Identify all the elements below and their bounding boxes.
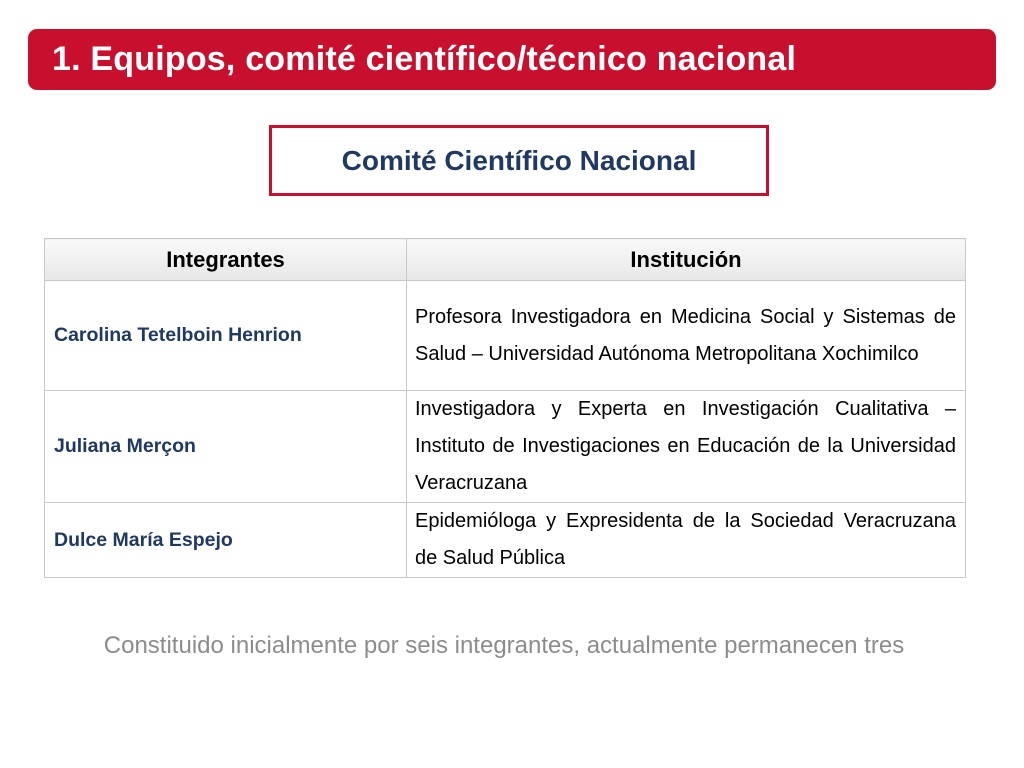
- table-header-row: [45, 239, 966, 281]
- members-table: [44, 238, 966, 578]
- member-name: Carolina Tetelboin Henrion: [45, 281, 407, 391]
- section-subtitle: Comité Científico Nacional: [341, 144, 697, 176]
- member-institution: Profesora Investigadora en Medicina Social y Sistemas de Salud – Universidad Autónoma Metropolitana Xochimilco: [407, 281, 966, 391]
- page-title: 1. Equipos, comité científico/técnico nacional: [52, 40, 797, 78]
- column-header-integrantes: Integrantes: [45, 239, 407, 281]
- member-name: Juliana Merçon: [45, 391, 407, 503]
- member-institution: Epidemióloga y Expresidenta de la Sociedad Veracruzana de Salud Pública: [407, 503, 966, 578]
- title-banner: [28, 29, 996, 90]
- table-row: [45, 503, 966, 578]
- member-institution: Investigadora y Experta en Investigación Cualitativa – Instituto de Investigaciones en Educación de la Universidad Veracruzana: [407, 391, 966, 503]
- subtitle-box: [269, 125, 769, 196]
- table-row: [45, 281, 966, 391]
- table-row: [45, 391, 966, 503]
- member-name: Dulce María Espejo: [45, 503, 407, 578]
- footnote-text: Constituido inicialmente por seis integrantes, actualmente permanecen tres: [103, 632, 905, 659]
- column-header-institucion: Institución: [407, 239, 966, 281]
